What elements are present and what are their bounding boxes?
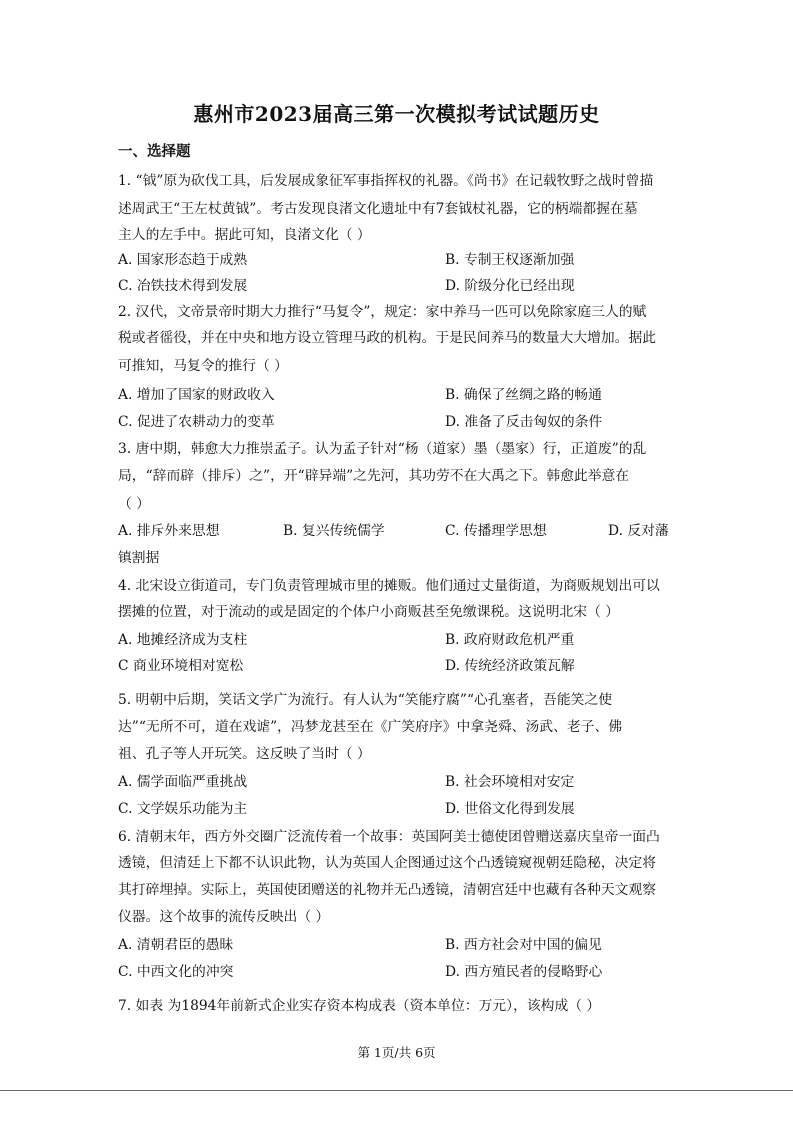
question-6-option-a[interactable]: A. 清朝君臣的愚昧 [118, 937, 234, 953]
question-2-option-d[interactable]: D. 准备了反击匈奴的条件 [445, 414, 603, 430]
question-5-line-2: 达”“无所不可，道在戏谑”，冯梦龙甚至在《广笑府序》中拿尧舜、汤武、老子、佛 [118, 719, 623, 735]
question-2-option-a[interactable]: A. 增加了国家的财政收入 [118, 387, 275, 403]
question-6-option-d[interactable]: D. 西方殖民者的侵略野心 [445, 964, 603, 980]
question-3-option-a[interactable]: A. 排斥外来思想 [118, 523, 220, 539]
question-3-line-2: 局，“辞而辟（排斥）之”，开“辟异端”之先河，其功劳不在大禹之下。韩愈此举意在 [118, 468, 630, 484]
bottom-divider [0, 1090, 793, 1091]
question-5-line-1: 5. 明朝中后期，笑话文学广为流行。有人认为“笑能疗腐”“心孔塞者，吾能笑之使 [118, 692, 613, 708]
question-3-option-c[interactable]: C. 传播理学思想 [445, 523, 547, 539]
question-2-option-c[interactable]: C. 促进了农耕动力的变革 [118, 414, 275, 430]
question-4-option-b[interactable]: B. 政府财政危机严重 [445, 632, 575, 648]
question-6-line-4: 仪器。这个故事的流传反映出（ ） [118, 909, 330, 925]
section-heading: 一、选择题 [118, 143, 191, 160]
question-1-option-c[interactable]: C. 冶铁技术得到发展 [118, 278, 248, 294]
question-1-option-d[interactable]: D. 阶级分化已经出现 [445, 278, 575, 294]
question-5-line-3: 祖、孔子等人开玩笑。这反映了当时（ ） [118, 746, 371, 762]
question-1-line-3: 主人的左手中。据此可知，良渚文化（ ） [118, 227, 371, 243]
question-2-line-3: 可推知，马复令的推行（ ） [118, 358, 288, 374]
question-6-line-1: 6. 清朝末年，西方外交圈广泛流传着一个故事：英国阿美士德使团曾赠送嘉庆皇帝一面凸 [118, 829, 660, 845]
question-6-line-3: 其打碎埋掉。实际上，英国使团赠送的礼物并无凸透镜，清朝宫廷中也藏有各种天文观察 [118, 882, 657, 898]
question-5-option-d[interactable]: D. 世俗文化得到发展 [445, 801, 575, 817]
question-4-line-1: 4. 北宋设立街道司，专门负责管理城市里的摊贩。他们通过丈量街道，为商贩规划出可以 [118, 578, 660, 594]
question-1-line-2: 述周武王“王左杖黄钺”。考古发现良渚文化遗址中有7套钺杖礼器，它的柄端都握在墓 [118, 201, 638, 217]
question-3-option-d-wrap: 镇割据 [118, 550, 160, 566]
question-3-option-d[interactable]: D. 反对藩 [608, 523, 669, 539]
question-5-option-b[interactable]: B. 社会环境相对安定 [445, 774, 575, 790]
question-4-option-c[interactable]: C 商业环境相对宽松 [118, 658, 244, 674]
question-4-option-d[interactable]: D. 传统经济政策瓦解 [445, 658, 575, 674]
question-6-line-2: 透镜，但清廷上下都不认识此物，认为英国人企图通过这个凸透镜窥视朝廷隐秘，决定将 [118, 855, 657, 871]
question-4-option-a[interactable]: A. 地摊经济成为支柱 [118, 632, 248, 648]
page-footer: 第 1页/共 6页 [357, 1045, 436, 1060]
question-2-line-2: 税或者徭役，并在中央和地方设立管理马政的机构。于是民间养马的数量大大增加。据此 [118, 330, 657, 346]
question-7-line-1: 7. 如表 为1894年前新式企业实存资本构成表（资本单位：万元），该构成（ ） [118, 998, 601, 1014]
question-2-line-1: 2. 汉代，文帝景帝时期大力推行“马复令”，规定：家中养马一匹可以免除家庭三人的赋 [118, 304, 647, 320]
question-1-option-b[interactable]: B. 专制王权逐渐加强 [445, 252, 575, 268]
question-4-line-2: 摆摊的位置，对于流动的或是固定的个体户小商贩甚至免缴课税。这说明北宋（ ） [118, 604, 620, 620]
question-2-option-b[interactable]: B. 确保了丝绸之路的畅通 [445, 387, 602, 403]
question-5-option-a[interactable]: A. 儒学面临严重挑战 [118, 774, 248, 790]
question-1-line-1: 1. “钺”原为砍伐工具，后发展成象征军事指挥权的礼器。《尚书》在记载牧野之战时曾描 [118, 173, 654, 189]
question-3-line-3: （ ） [118, 496, 150, 512]
question-1-option-a[interactable]: A. 国家形态趋于成熟 [118, 252, 248, 268]
question-6-option-b[interactable]: B. 西方社会对中国的偏见 [445, 937, 602, 953]
question-6-option-c[interactable]: C. 中西文化的冲突 [118, 964, 234, 980]
question-3-line-1: 3. 唐中期，韩愈大力推崇孟子。认为孟子针对“杨（道家）墨（墨家）行，正道废”的乱 [118, 441, 647, 457]
question-3-option-b[interactable]: B. 复兴传统儒学 [283, 523, 385, 539]
question-5-option-c[interactable]: C. 文学娱乐功能为主 [118, 801, 248, 817]
page-title: 惠州市2023届高三第一次模拟考试试题历史 [193, 102, 600, 126]
